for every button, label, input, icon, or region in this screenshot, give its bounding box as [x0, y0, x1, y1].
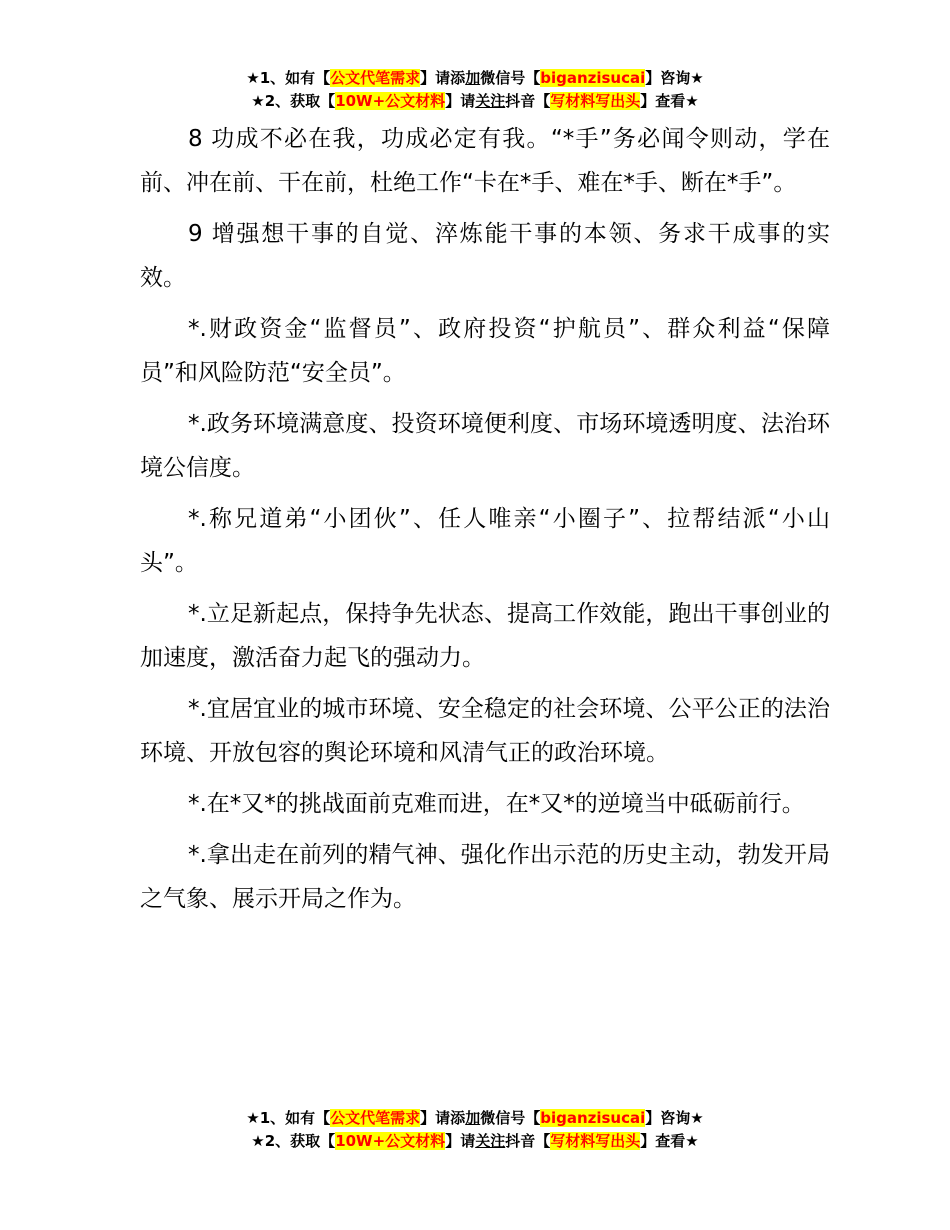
banner-text: 】请添 — [420, 1109, 466, 1127]
banner-highlight: biganzisucai — [540, 1109, 646, 1127]
banner-text: 】咨询★ — [645, 1109, 704, 1127]
banner-text: 微信号【 — [480, 69, 541, 87]
banner-text: 】咨询★ — [645, 69, 704, 87]
banner-underline: 关注 — [475, 92, 506, 110]
banner-text: ★1、如有【 — [246, 69, 331, 87]
banner-highlight: 公文代笔需求 — [330, 1109, 421, 1127]
banner-highlight: 10W+公文材料 — [335, 1132, 446, 1150]
banner-line-1 — [0, 1107, 950, 1130]
paragraph: *.称兄道弟“小团伙”、任人唯亲“小圈子”、拉帮结派“小山头”。 — [140, 506, 830, 576]
paragraph: 8 功成不必在我，功成必定有我。“*手”务必闻令则动，学在前、冲在前、干在前，杜绝工作“卡在*手、难在*手、断在*手”。 — [140, 126, 830, 196]
banner-line-2 — [0, 1130, 950, 1153]
banner-text: 】请 — [445, 1132, 476, 1150]
banner-text: 】请 — [445, 92, 476, 110]
banner-text: ★2、获取【 — [251, 1132, 336, 1150]
banner-text: 抖音【 — [505, 1132, 551, 1150]
banner-text: 】查看★ — [640, 92, 699, 110]
banner-highlight: 写材料写出头 — [550, 1132, 641, 1150]
banner-highlight: 写材料写出头 — [550, 92, 641, 110]
banner-text: 微信号【 — [480, 1109, 541, 1127]
paragraph: *.财政资金“监督员”、政府投资“护航员”、群众利益“保障员”和风险防范“安全员”。 — [140, 316, 830, 386]
banner-text: ★2、获取【 — [251, 92, 336, 110]
banner-text: 】请添 — [420, 69, 466, 87]
banner-underline: 加 — [465, 69, 481, 87]
banner-line-2 — [0, 90, 950, 113]
banner-underline: 加 — [465, 1109, 481, 1127]
banner-highlight: 公文代笔需求 — [330, 69, 421, 87]
paragraph: *.宜居宜业的城市环境、安全稳定的社会环境、公平公正的法治环境、开放包容的舆论环境和风清气正的政治环境。 — [140, 696, 830, 766]
paragraph: 9 增强想干事的自觉、淬炼能干事的本领、务求干成事的实效。 — [140, 221, 830, 291]
paragraph: *.政务环境满意度、投资环境便利度、市场环境透明度、法治环境公信度。 — [140, 411, 830, 481]
footer-banner — [0, 1107, 950, 1153]
paragraph: *.立足新起点，保持争先状态、提高工作效能，跑出干事创业的加速度，激活奋力起飞的强动力。 — [140, 601, 830, 671]
banner-text: ★1、如有【 — [246, 1109, 331, 1127]
banner-line-1 — [0, 67, 950, 90]
banner-text: 抖音【 — [505, 92, 551, 110]
paragraph: *.在*又*的挑战面前克难而进，在*又*的逆境当中砥砺前行。 — [188, 791, 805, 817]
banner-highlight: 10W+公文材料 — [335, 92, 446, 110]
banner-highlight: biganzisucai — [540, 69, 646, 87]
header-banner — [0, 67, 950, 113]
banner-text: 】查看★ — [640, 1132, 699, 1150]
banner-underline: 关注 — [475, 1132, 506, 1150]
document-body — [140, 117, 830, 928]
paragraph: *.拿出走在前列的精气神、强化作出示范的历史主动，勃发开局之气象、展示开局之作为。 — [140, 842, 830, 912]
